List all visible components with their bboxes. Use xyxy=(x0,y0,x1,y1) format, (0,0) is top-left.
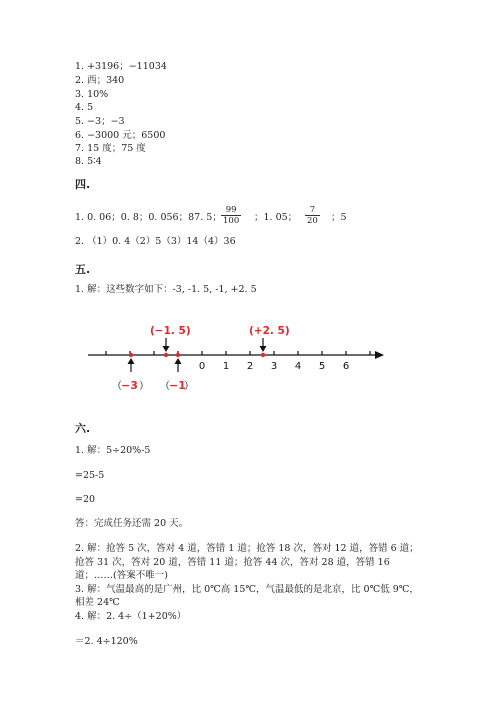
answer-line-3: 3. 10% xyxy=(75,89,109,100)
number-line-arrowhead xyxy=(375,351,384,359)
section6-heading: 六. xyxy=(75,422,91,435)
section4-q2: 2. （1）0. 4（2）5（3）14（4）36 xyxy=(75,236,236,247)
fraction-denominator: 100 xyxy=(223,216,240,226)
label-plus-2-5: (+2. 5) xyxy=(249,325,290,337)
section6-line-2: =25-5 xyxy=(75,470,105,481)
label-minus-3: −3 xyxy=(121,379,138,392)
label-minus-1-5: (−1. 5) xyxy=(150,325,191,337)
label-minus-3-open: （ xyxy=(112,381,122,392)
section6-line-8: 3. 解：气温最高的是广州，比 0℃高 15℃，气温最低的是北京，比 0℃低 9℃， xyxy=(75,584,419,595)
section6-line-1: 1. 解：5÷20%-5 xyxy=(75,445,151,456)
label-minus-3-close: ） xyxy=(139,381,149,392)
answer-line-5: 5. −3；−3 xyxy=(75,116,125,127)
arrow-down-plus-2-5-head xyxy=(260,346,267,352)
tick-label: 6 xyxy=(342,361,350,372)
fraction-numerator: 7 xyxy=(305,205,320,216)
section6-line-11: ＝2. 4÷120% xyxy=(75,636,138,647)
point-minus-1-5 xyxy=(164,353,168,357)
point-plus-2-5 xyxy=(261,353,265,357)
label-minus-1: −1 xyxy=(169,379,186,392)
arrow-down-minus-1-5-head xyxy=(163,346,170,352)
tick-label: 2 xyxy=(246,361,254,372)
section4-q1-part-c: ；5 xyxy=(331,212,347,223)
section4-heading: 四. xyxy=(75,178,91,191)
answer-line-7: 7. 15 度；75 度 xyxy=(75,143,146,154)
answer-line-2: 2. 西；340 xyxy=(75,75,125,86)
tick-label: 4 xyxy=(294,361,302,372)
section6-line-4: 答：完成任务还需 20 天。 xyxy=(75,518,189,529)
answer-line-1: 1. +3196；−11034 xyxy=(75,61,167,72)
tick-label: 0 xyxy=(198,361,206,372)
section4-q1-part-a: 1. 0. 06；0. 8；0. 056；87. 5； xyxy=(75,212,222,223)
fraction-denominator: 20 xyxy=(307,216,318,226)
section4-q1-part-b: ；1. 05； xyxy=(254,212,298,223)
fraction-numerator: 99 xyxy=(221,205,241,216)
tick-label: 3 xyxy=(270,361,278,372)
tick-label: 1 xyxy=(222,361,230,372)
tick-labels xyxy=(199,361,349,372)
point-minus-3 xyxy=(129,353,133,357)
tick-label: 5 xyxy=(318,361,326,372)
answer-line-4: 4. 5 xyxy=(75,102,94,113)
section5-heading: 五. xyxy=(75,263,91,276)
arrow-up-minus-1-head xyxy=(175,358,182,364)
point-minus-1 xyxy=(176,353,180,357)
section6-line-10: 4. 解：2. 4÷（1+20%） xyxy=(75,611,187,622)
section6-line-3: =20 xyxy=(75,494,96,505)
section5-q1: 1. 解：这些数字如下：-3, -1. 5, -1, +2. 5 xyxy=(75,284,257,295)
section6-line-7: 道；……(答案不唯一) xyxy=(75,570,168,581)
arrow-up-minus-3-head xyxy=(128,358,135,364)
answer-line-8: 8. 5∶4 xyxy=(75,156,102,167)
section6-line-5: 2. 解：抢答 5 次，答对 4 道，答错 1 道；抢答 18 次，答对 12 道，答错 6 道； xyxy=(75,543,419,554)
label-minus-1-close: ） xyxy=(184,381,194,392)
section6-line-9: 相差 24℃ xyxy=(75,597,120,608)
section6-line-6: 抢答 31 次，答对 20 道，答错 11 道；抢答 44 次，答对 28 道，答错 16 xyxy=(75,557,390,568)
answer-line-6: 6. −3000 元；6500 xyxy=(75,130,166,141)
label-minus-1-open: （ xyxy=(160,381,170,392)
